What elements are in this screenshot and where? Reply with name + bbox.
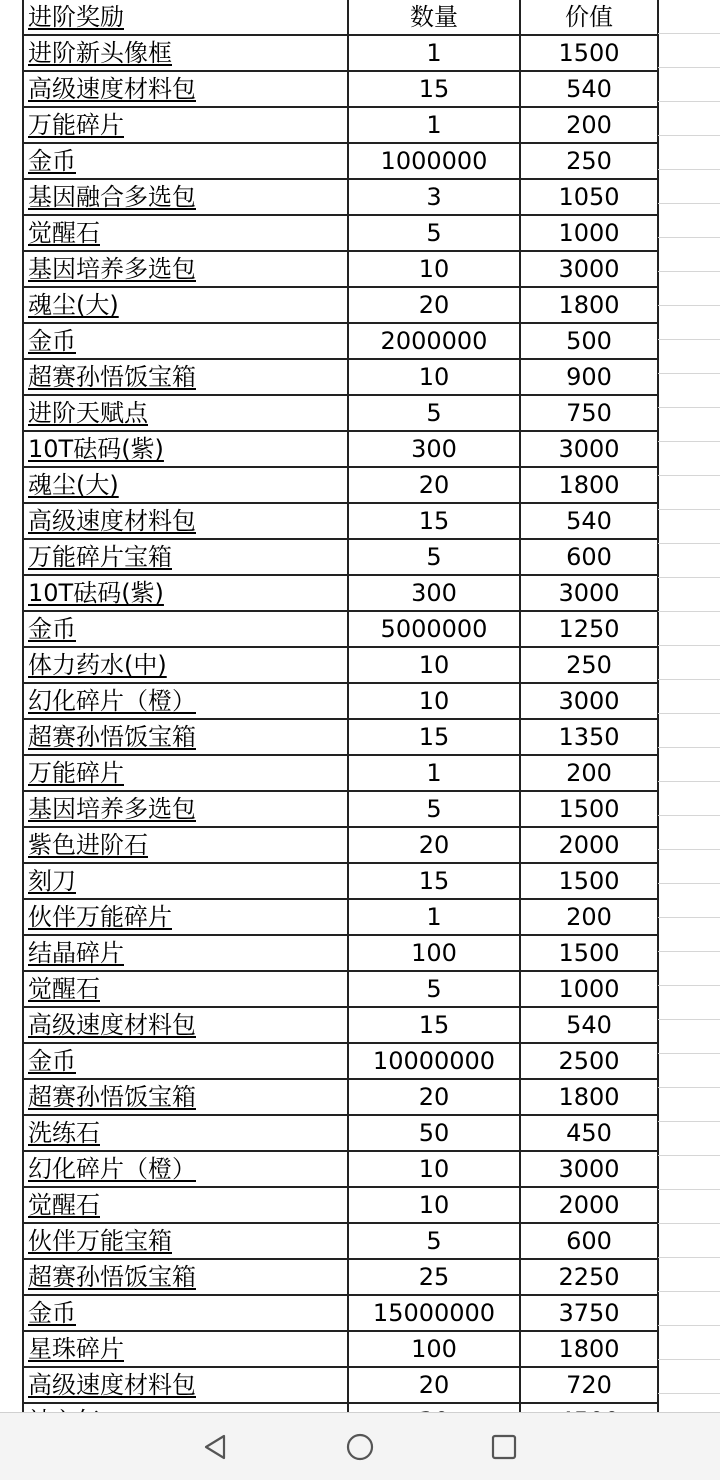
qty-cell[interactable]: 10 bbox=[348, 251, 520, 287]
value-cell[interactable]: 1500 bbox=[520, 863, 658, 899]
qty-cell[interactable]: 5 bbox=[348, 215, 520, 251]
table-row bbox=[24, 35, 658, 71]
qty-cell[interactable]: 10 bbox=[348, 647, 520, 683]
value-cell[interactable]: 3000 bbox=[520, 431, 658, 467]
back-button[interactable] bbox=[196, 1427, 236, 1467]
qty-cell[interactable]: 1000000 bbox=[348, 143, 520, 179]
qty-cell[interactable]: 5000000 bbox=[348, 611, 520, 647]
table-row bbox=[24, 899, 658, 935]
home-button[interactable] bbox=[340, 1427, 380, 1467]
row-header-column[interactable] bbox=[0, 0, 24, 1412]
name-cell[interactable]: 幻化碎片（橙） bbox=[24, 1151, 348, 1187]
name-cell[interactable]: 紫色进阶石 bbox=[24, 827, 348, 863]
table-row bbox=[24, 1079, 658, 1115]
qty-cell[interactable]: 5 bbox=[348, 971, 520, 1007]
table-row bbox=[24, 1007, 658, 1043]
value-cell[interactable]: 500 bbox=[520, 323, 658, 359]
qty-cell[interactable]: 3 bbox=[348, 179, 520, 215]
table-row bbox=[24, 1259, 658, 1295]
name-cell[interactable]: 超赛孙悟饭宝箱 bbox=[24, 719, 348, 755]
qty-cell[interactable]: 5 bbox=[348, 1223, 520, 1259]
table-row bbox=[24, 863, 658, 899]
header-qty-cell[interactable]: 数量 bbox=[348, 0, 520, 35]
name-cell[interactable]: 觉醒石 bbox=[24, 971, 348, 1007]
name-cell[interactable]: 基因融合多选包 bbox=[24, 179, 348, 215]
qty-cell[interactable]: 2000000 bbox=[348, 323, 520, 359]
qty-cell[interactable]: 5 bbox=[348, 791, 520, 827]
qty-cell[interactable]: 10 bbox=[348, 1151, 520, 1187]
table-row bbox=[24, 143, 658, 179]
table-row bbox=[24, 287, 658, 323]
value-cell[interactable]: 450 bbox=[520, 1115, 658, 1151]
qty-cell[interactable]: 300 bbox=[348, 575, 520, 611]
qty-cell[interactable]: 15 bbox=[348, 863, 520, 899]
table-row bbox=[24, 215, 658, 251]
value-cell[interactable]: 750 bbox=[520, 395, 658, 431]
table-row bbox=[24, 971, 658, 1007]
header-row bbox=[24, 0, 658, 35]
value-cell[interactable]: 1000 bbox=[520, 215, 658, 251]
qty-cell[interactable]: 20 bbox=[348, 1079, 520, 1115]
qty-cell[interactable]: 15000000 bbox=[348, 1295, 520, 1331]
table-row bbox=[24, 1331, 658, 1367]
value-cell[interactable]: 1800 bbox=[520, 287, 658, 323]
table-row bbox=[24, 1223, 658, 1259]
qty-cell[interactable]: 15 bbox=[348, 1007, 520, 1043]
value-cell[interactable]: 1800 bbox=[520, 1331, 658, 1367]
qty-cell[interactable]: 20 bbox=[348, 467, 520, 503]
table-row bbox=[24, 791, 658, 827]
qty-cell[interactable]: 10 bbox=[348, 683, 520, 719]
value-cell[interactable]: 1350 bbox=[520, 719, 658, 755]
header-value-cell[interactable]: 价值 bbox=[520, 0, 658, 35]
name-cell[interactable]: 超赛孙悟饭宝箱 bbox=[24, 1259, 348, 1295]
table-row bbox=[24, 827, 658, 863]
table-row bbox=[24, 179, 658, 215]
table-row bbox=[24, 251, 658, 287]
value-cell[interactable]: 2500 bbox=[520, 1043, 658, 1079]
name-cell[interactable]: 伙伴万能碎片 bbox=[24, 899, 348, 935]
name-cell[interactable]: 魂尘(大) bbox=[24, 467, 348, 503]
value-cell[interactable]: 540 bbox=[520, 71, 658, 107]
value-cell[interactable]: 1050 bbox=[520, 179, 658, 215]
table-row bbox=[24, 395, 658, 431]
table-row bbox=[24, 575, 658, 611]
name-cell[interactable]: 高级速度材料包 bbox=[24, 71, 348, 107]
qty-cell[interactable]: 1 bbox=[348, 755, 520, 791]
table-row bbox=[24, 539, 658, 575]
name-cell[interactable]: 进阶天赋点 bbox=[24, 395, 348, 431]
table-row bbox=[24, 1295, 658, 1331]
name-cell[interactable]: 星珠碎片 bbox=[24, 1331, 348, 1367]
name-cell[interactable]: 结晶碎片 bbox=[24, 935, 348, 971]
value-cell[interactable]: 1500 bbox=[520, 935, 658, 971]
value-cell[interactable]: 1800 bbox=[520, 1079, 658, 1115]
header-name-cell[interactable]: 进阶奖励 bbox=[24, 0, 348, 35]
name-cell[interactable]: 洗练石 bbox=[24, 1115, 348, 1151]
name-cell[interactable]: 金币 bbox=[24, 611, 348, 647]
value-cell[interactable]: 1250 bbox=[520, 611, 658, 647]
value-cell[interactable]: 1800 bbox=[520, 467, 658, 503]
value-cell[interactable]: 900 bbox=[520, 359, 658, 395]
qty-cell[interactable]: 20 bbox=[348, 1367, 520, 1403]
value-cell[interactable]: 3000 bbox=[520, 683, 658, 719]
value-cell[interactable]: 720 bbox=[520, 1367, 658, 1403]
table-row bbox=[24, 683, 658, 719]
value-cell[interactable]: 600 bbox=[520, 539, 658, 575]
name-cell[interactable]: 万能碎片宝箱 bbox=[24, 539, 348, 575]
table-row bbox=[24, 503, 658, 539]
name-cell[interactable]: 金币 bbox=[24, 1295, 348, 1331]
value-cell[interactable]: 540 bbox=[520, 503, 658, 539]
value-cell[interactable]: 200 bbox=[520, 899, 658, 935]
table-row bbox=[24, 107, 658, 143]
name-cell[interactable]: 10T砝码(紫) bbox=[24, 431, 348, 467]
table-row bbox=[24, 323, 658, 359]
qty-cell[interactable]: 25 bbox=[348, 1259, 520, 1295]
value-cell[interactable]: 200 bbox=[520, 107, 658, 143]
name-cell[interactable]: 金币 bbox=[24, 1043, 348, 1079]
table-row bbox=[24, 755, 658, 791]
value-cell[interactable]: 3000 bbox=[520, 1151, 658, 1187]
value-cell[interactable]: 3000 bbox=[520, 251, 658, 287]
table-row bbox=[24, 359, 658, 395]
name-cell[interactable]: 进阶新头像框 bbox=[24, 35, 348, 71]
qty-cell[interactable]: 10 bbox=[348, 359, 520, 395]
name-cell[interactable]: 超赛孙悟饭宝箱 bbox=[24, 359, 348, 395]
table-row bbox=[24, 431, 658, 467]
qty-cell[interactable]: 50 bbox=[348, 1115, 520, 1151]
name-cell[interactable]: 基因培养多选包 bbox=[24, 791, 348, 827]
value-cell[interactable]: 2250 bbox=[520, 1259, 658, 1295]
value-cell[interactable]: 1500 bbox=[520, 35, 658, 71]
qty-cell[interactable]: 300 bbox=[348, 431, 520, 467]
qty-cell[interactable]: 15 bbox=[348, 503, 520, 539]
value-cell[interactable]: 1500 bbox=[520, 791, 658, 827]
value-cell[interactable]: 1000 bbox=[520, 971, 658, 1007]
qty-cell[interactable]: 100 bbox=[348, 935, 520, 971]
qty-cell[interactable]: 10 bbox=[348, 1187, 520, 1223]
name-cell[interactable]: 觉醒石 bbox=[24, 1187, 348, 1223]
home-circle-icon bbox=[344, 1431, 376, 1463]
table-row bbox=[24, 1043, 658, 1079]
name-cell[interactable]: 高级速度材料包 bbox=[24, 503, 348, 539]
value-cell[interactable]: 3000 bbox=[520, 575, 658, 611]
value-cell[interactable]: 200 bbox=[520, 755, 658, 791]
value-cell[interactable]: 600 bbox=[520, 1223, 658, 1259]
qty-cell[interactable]: 15 bbox=[348, 71, 520, 107]
name-cell[interactable]: 万能碎片 bbox=[24, 107, 348, 143]
qty-cell[interactable]: 1 bbox=[348, 35, 520, 71]
table-row bbox=[24, 611, 658, 647]
qty-cell[interactable]: 100 bbox=[348, 1331, 520, 1367]
name-cell[interactable]: 刻刀 bbox=[24, 863, 348, 899]
qty-cell[interactable]: 1 bbox=[348, 107, 520, 143]
table-row bbox=[24, 1115, 658, 1151]
name-cell[interactable]: 伙伴万能宝箱 bbox=[24, 1223, 348, 1259]
qty-cell[interactable]: 15 bbox=[348, 719, 520, 755]
name-cell[interactable]: 10T砝码(紫) bbox=[24, 575, 348, 611]
name-cell[interactable]: 觉醒石 bbox=[24, 215, 348, 251]
name-cell[interactable]: 超赛孙悟饭宝箱 bbox=[24, 1079, 348, 1115]
value-cell[interactable]: 250 bbox=[520, 143, 658, 179]
table-row bbox=[24, 1367, 658, 1403]
name-cell[interactable]: 金币 bbox=[24, 143, 348, 179]
table-row bbox=[24, 1187, 658, 1223]
qty-cell[interactable]: 5 bbox=[348, 395, 520, 431]
table-row bbox=[24, 935, 658, 971]
recent-square-icon bbox=[488, 1431, 520, 1463]
value-cell[interactable]: 3750 bbox=[520, 1295, 658, 1331]
value-cell[interactable]: 2000 bbox=[520, 827, 658, 863]
value-cell[interactable]: 250 bbox=[520, 647, 658, 683]
qty-cell[interactable]: 10000000 bbox=[348, 1043, 520, 1079]
qty-cell[interactable]: 20 bbox=[348, 827, 520, 863]
empty-column[interactable] bbox=[658, 0, 720, 1412]
reward-table bbox=[24, 0, 659, 1476]
table-row bbox=[24, 71, 658, 107]
back-triangle-icon bbox=[200, 1431, 232, 1463]
name-cell[interactable]: 体力药水(中) bbox=[24, 647, 348, 683]
value-cell[interactable]: 540 bbox=[520, 1007, 658, 1043]
name-cell[interactable]: 基因培养多选包 bbox=[24, 251, 348, 287]
name-cell[interactable]: 幻化碎片（橙） bbox=[24, 683, 348, 719]
table-row bbox=[24, 719, 658, 755]
value-cell[interactable]: 2000 bbox=[520, 1187, 658, 1223]
qty-cell[interactable]: 5 bbox=[348, 539, 520, 575]
name-cell[interactable]: 万能碎片 bbox=[24, 755, 348, 791]
name-cell[interactable]: 金币 bbox=[24, 323, 348, 359]
name-cell[interactable]: 高级速度材料包 bbox=[24, 1007, 348, 1043]
recent-apps-button[interactable] bbox=[484, 1427, 524, 1467]
name-cell[interactable]: 高级速度材料包 bbox=[24, 1367, 348, 1403]
table-row bbox=[24, 647, 658, 683]
system-navigation-bar bbox=[0, 1412, 720, 1480]
qty-cell[interactable]: 20 bbox=[348, 287, 520, 323]
qty-cell[interactable]: 1 bbox=[348, 899, 520, 935]
table-row bbox=[24, 467, 658, 503]
name-cell[interactable]: 魂尘(大) bbox=[24, 287, 348, 323]
table-row bbox=[24, 1151, 658, 1187]
